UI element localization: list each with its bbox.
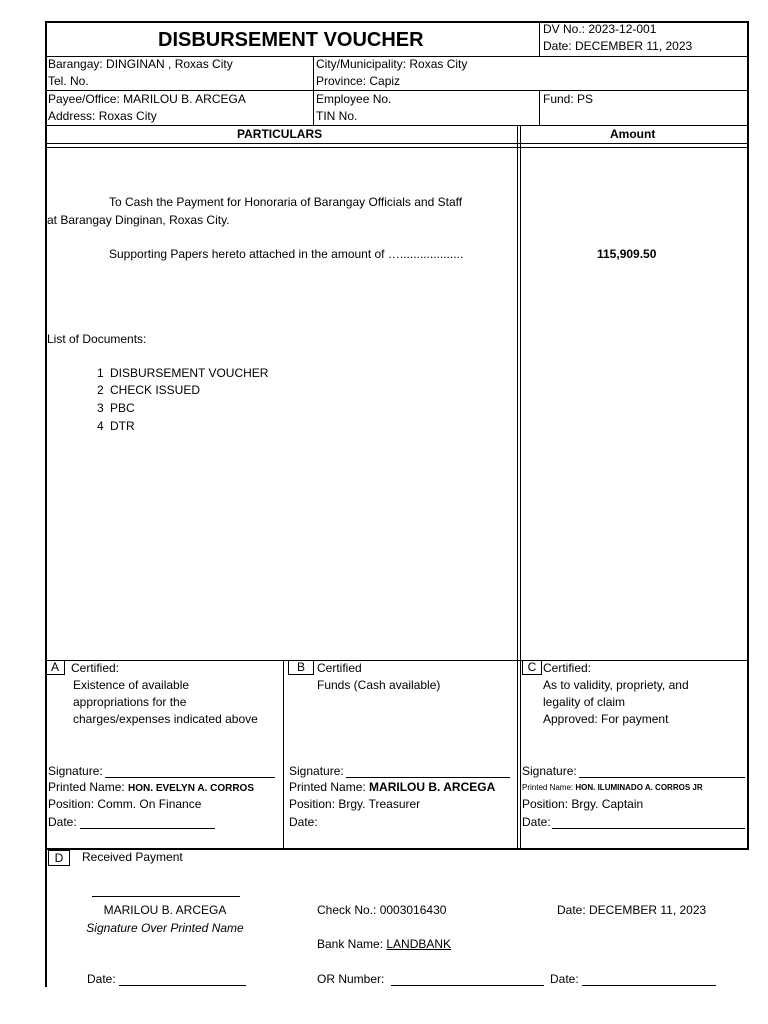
cert-b-signature-line[interactable] [346,776,510,778]
cert-a-heading: Certified: [71,661,120,675]
divider-info-1 [313,56,314,126]
cert-a-line: charges/expenses indicated above [73,712,258,726]
border-right [747,21,749,849]
border-left [45,21,47,987]
documents-heading: List of Documents: [47,332,147,346]
cert-c-signature-label: Signature: [522,764,577,778]
cert-c-line: As to validity, propriety, and [543,678,689,692]
cert-a-line: appropriations for the [73,695,187,709]
received-letter: D [48,850,70,866]
province-field: Province: Capiz [316,74,401,88]
document-name: CHECK ISSUED [110,383,201,397]
cert-a-date-line[interactable] [80,827,215,829]
received-name: MARILOU B. ARCEGA [103,903,227,917]
received-heading: Received Payment [82,850,183,864]
received-date-left-label: Date: [87,972,116,986]
divider-fund [539,90,540,126]
particulars-line-2: at Barangay Dinginan, Roxas City. [47,213,230,227]
divider-amount-2 [520,125,521,661]
cert-c-line: legality of claim [543,695,626,709]
city-field: City/Municipality: Roxas City [316,57,468,71]
divider-cols [45,143,749,144]
cert-a-letter: A [45,660,65,675]
cert-b-line: Funds (Cash available) [317,678,441,692]
employee-no-field: Employee No. [316,92,392,106]
barangay-field: Barangay: DINGINAN , Roxas City [48,57,233,71]
cert-b-printed-name: Printed Name: MARILOU B. ARCEGA [289,780,496,794]
cert-c-letter: C [522,660,542,675]
cert-c-signature-line[interactable] [579,776,745,778]
divider-cert [45,660,749,661]
received-date-bottom-label: Date: [550,972,579,986]
divider-dv [539,21,540,57]
cert-c-date-line[interactable] [552,827,745,829]
cert-b-position: Position: Brgy. Treasurer [289,797,421,811]
payee-field: Payee/Office: MARILOU B. ARCEGA [48,92,246,106]
document-number: 2 [97,383,104,397]
cert-c-line: Approved: For payment [543,712,669,726]
cert-b-letter: B [288,660,314,675]
cert-c-printed-name: Printed Name: HON. ILUMINADO A. CORROS JR [522,783,703,792]
address-field: Address: Roxas City [48,109,157,123]
particulars-header: PARTICULARS [237,127,323,141]
received-signature-caption: Signature Over Printed Name [86,921,244,935]
received-date-bottom-line[interactable] [582,984,716,986]
cert-a-signature-label: Signature: [48,764,103,778]
dv-number: DV No.: 2023-12-001 [543,22,657,36]
document-number: 1 [97,366,104,380]
divider-info [45,90,749,91]
particulars-line-1: To Cash the Payment for Honoraria of Barangay Officials and Staff [109,195,463,209]
cert-a-position: Position: Comm. On Finance [48,797,202,811]
amount-header: Amount [610,127,656,141]
document-number: 3 [97,401,104,415]
received-date-left-line[interactable] [119,984,246,986]
cert-b-heading: Certified [317,661,362,675]
cert-c-date-label: Date: [522,815,551,829]
particulars-line-3: Supporting Papers hereto attached in the amount of …................... [109,247,464,261]
document-name: DTR [110,419,135,433]
cert-a-date-label: Date: [48,815,77,829]
cert-a-printed-name: Printed Name: HON. EVELYN A. CORROS [48,780,254,794]
received-signature-line[interactable] [92,895,240,897]
divider-cols-2 [45,147,749,148]
tel-field: Tel. No. [48,74,89,88]
document-name: PBC [110,401,135,415]
divider-cert-ab [283,660,284,849]
cert-a-line: Existence of available [73,678,190,692]
cert-b-signature-label: Signature: [289,764,344,778]
divider-cert-bc-1 [517,660,518,849]
cert-a-signature-line[interactable] [105,776,275,778]
divider-cert-bc-2 [520,660,521,849]
bank-name: Bank Name: LANDBANK [317,937,452,951]
cert-c-position: Position: Brgy. Captain [522,797,644,811]
divider-payee [45,125,749,126]
divider-amount-1 [517,125,518,661]
cert-c-heading: Certified: [543,661,592,675]
dv-date: Date: DECEMBER 11, 2023 [543,39,693,53]
or-number-line[interactable] [391,984,544,986]
fund-field: Fund: PS [543,92,594,106]
tin-no-field: TIN No. [316,109,358,123]
check-number: Check No.: 0003016430 [317,903,447,917]
document-name: DISBURSEMENT VOUCHER [110,366,269,380]
page-title: DISBURSEMENT VOUCHER [158,29,424,51]
received-date-right: Date: DECEMBER 11, 2023 [557,903,707,917]
amount-value: 115,909.50 [597,247,657,261]
or-number-label: OR Number: [317,972,385,986]
document-number: 4 [97,419,104,433]
cert-b-date-label: Date: [289,815,318,829]
